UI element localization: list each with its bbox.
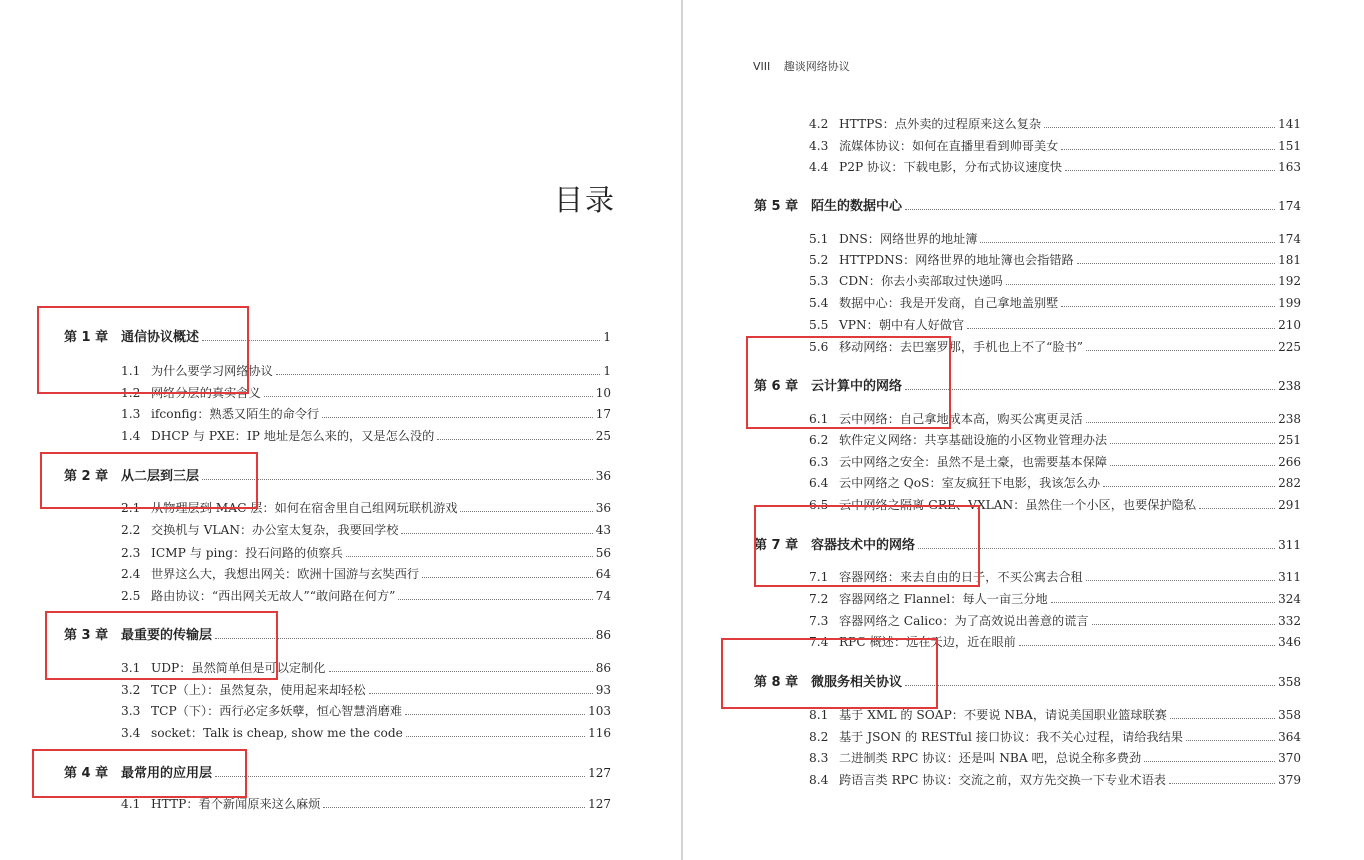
section-number: 3.3 — [121, 704, 141, 718]
chapter-title: 微服务相关协议 — [811, 675, 903, 690]
section-number: 5.2 — [809, 253, 829, 267]
chapter-title: 通信协议概述 — [121, 330, 200, 345]
section-number: 1.3 — [121, 407, 141, 421]
page-number: 324 — [1278, 592, 1301, 606]
section-number: 1.2 — [121, 386, 141, 400]
dot-leader — [202, 340, 600, 341]
page-number: 127 — [588, 766, 611, 780]
page-number: 1 — [603, 364, 611, 378]
chapter-number: 第 4 章 — [64, 766, 109, 781]
dot-leader — [406, 736, 585, 737]
section-number: 6.1 — [809, 412, 829, 426]
dot-leader — [1086, 580, 1275, 581]
section-title: TCP（上）：虽然复杂，使用起来却轻松 — [151, 683, 366, 697]
section-title: 流媒体协议：如何在直播里看到帅哥美女 — [839, 139, 1059, 153]
section-title: 路由协议：“西出网关无故人”“敢问路在何方” — [151, 589, 396, 603]
dot-leader — [905, 389, 1275, 390]
dot-leader — [1061, 149, 1275, 150]
section-number: 8.4 — [809, 773, 829, 787]
dot-leader — [1169, 783, 1275, 784]
highlight-box-chapter-7 — [754, 505, 980, 587]
chapter-title: 容器技术中的网络 — [811, 538, 916, 553]
toc-entry-section — [809, 728, 1301, 745]
left-page — [0, 0, 681, 860]
page-number: 127 — [588, 797, 611, 811]
dot-leader — [1144, 761, 1275, 762]
page-number: 141 — [1278, 117, 1301, 131]
section-title: 数据中心：我是开发商，自己拿地盖别墅 — [839, 296, 1059, 310]
page-number: 266 — [1278, 455, 1301, 469]
page-number: 210 — [1278, 318, 1301, 332]
section-title: DNS：网络世界的地址簿 — [839, 232, 978, 246]
page-number: 251 — [1278, 433, 1301, 447]
toc-entry-section — [809, 474, 1301, 491]
page-number: 93 — [595, 683, 611, 697]
dot-leader — [1061, 306, 1275, 307]
page-number: 311 — [1278, 570, 1301, 584]
dot-leader — [264, 396, 593, 397]
section-number: 1.4 — [121, 429, 141, 443]
section-title: VPN：朝中有人好做官 — [839, 318, 965, 332]
page-number: 56 — [595, 546, 611, 560]
page-number: 25 — [595, 429, 611, 443]
section-number: 3.4 — [121, 726, 141, 740]
toc-entry-section — [809, 431, 1301, 448]
dot-leader — [1199, 508, 1275, 509]
section-title: HTTP：看个新闻原来这么麻烦 — [151, 797, 321, 811]
chapter-number: 第 2 章 — [64, 469, 109, 484]
dot-leader — [276, 374, 600, 375]
dot-leader — [1077, 263, 1275, 264]
section-title: 基于 XML 的 SOAP：不要说 NBA，请说美国职业篮球联赛 — [839, 708, 1167, 722]
section-number: 5.5 — [809, 318, 829, 332]
section-number: 2.3 — [121, 546, 141, 560]
chapter-number: 第 5 章 — [754, 199, 799, 214]
section-title: 世界这么大，我想出网关：欧洲十国游与玄奘西行 — [151, 567, 420, 581]
dot-leader — [369, 693, 593, 694]
section-title: 交换机与 VLAN：办公室太复杂，我要回学校 — [151, 523, 399, 537]
section-number: 7.2 — [809, 592, 829, 606]
section-title: 网络分层的真实含义 — [151, 386, 261, 400]
section-title: 软件定义网络：共享基础设施的小区物业管理办法 — [839, 433, 1108, 447]
section-title: 从物理层到 MAC 层：如何在宿舍里自己组网玩联机游戏 — [151, 501, 458, 515]
highlight-box-chapter-1 — [37, 306, 249, 394]
section-number: 5.3 — [809, 274, 829, 288]
section-title: CDN：你去小卖部取过快递吗 — [839, 274, 1003, 288]
toc-entry-section — [121, 427, 611, 444]
page-number: 346 — [1278, 635, 1301, 649]
page-number: 199 — [1278, 296, 1301, 310]
section-number: 8.3 — [809, 751, 829, 765]
page-number: 86 — [595, 661, 611, 675]
section-title: UDP：虽然简单但是可以定制化 — [151, 661, 326, 675]
section-number: 6.3 — [809, 455, 829, 469]
chapter-number: 第 8 章 — [754, 675, 799, 690]
section-number: 4.1 — [121, 797, 141, 811]
section-number: 6.5 — [809, 498, 829, 512]
dot-leader — [1110, 465, 1275, 466]
chapter-title: 陌生的数据中心 — [811, 199, 903, 214]
section-number: 6.2 — [809, 433, 829, 447]
page-number: 1 — [603, 330, 611, 344]
section-number: 7.3 — [809, 614, 829, 628]
toc-title: 目录 — [554, 183, 617, 217]
section-number: 2.2 — [121, 523, 141, 537]
dot-leader — [215, 776, 585, 777]
section-title: 容器网络之 Flannel：每人一亩三分地 — [839, 592, 1048, 606]
dot-leader — [202, 479, 593, 480]
section-title: 基于 JSON 的 RESTful 接口协议：我不关心过程，请给我结果 — [839, 730, 1183, 744]
running-head-page-number: VIII — [753, 60, 771, 73]
page-number: 192 — [1278, 274, 1301, 288]
section-title: ifconfig：熟悉又陌生的命令行 — [151, 407, 320, 421]
dot-leader — [1110, 443, 1275, 444]
section-number: 7.4 — [809, 635, 829, 649]
highlight-box-chapter-4 — [32, 749, 247, 798]
dot-leader — [1065, 170, 1275, 171]
page-number: 163 — [1278, 160, 1301, 174]
page-number: 282 — [1278, 476, 1301, 490]
section-title: TCP（下）：西行必定多妖孽，恒心智慧消磨难 — [151, 704, 403, 718]
section-title: 云中网络之隔离 GRE、VXLAN：虽然住一个小区，也要保护隐私 — [839, 498, 1197, 512]
section-number: 1.1 — [121, 364, 141, 378]
toc-entry-section — [809, 453, 1301, 470]
section-title: 二进制类 RPC 协议：还是叫 NBA 吧，总说全称多费劲 — [839, 751, 1142, 765]
page-number: 291 — [1278, 498, 1301, 512]
toc-entry-section — [809, 612, 1301, 629]
page-number: 332 — [1278, 614, 1301, 628]
section-number: 2.4 — [121, 567, 141, 581]
toc-entry-section — [121, 544, 611, 561]
dot-leader — [322, 417, 592, 418]
section-number: 5.6 — [809, 340, 829, 354]
dot-leader — [967, 328, 1275, 329]
page-number: 10 — [595, 386, 611, 400]
page-number: 43 — [595, 523, 611, 537]
toc-entry-section — [809, 115, 1301, 132]
page-number: 370 — [1278, 751, 1301, 765]
dot-leader — [329, 671, 593, 672]
page-number: 103 — [588, 704, 611, 718]
toc-entry-section — [809, 251, 1301, 268]
page-number: 238 — [1278, 412, 1301, 426]
toc-entry-section — [809, 316, 1301, 333]
section-title: 容器网络之 Calico：为了高效说出善意的谎言 — [839, 614, 1089, 628]
section-number: 4.4 — [809, 160, 829, 174]
section-number: 4.2 — [809, 117, 829, 131]
chapter-number: 第 6 章 — [754, 379, 799, 394]
dot-leader — [405, 714, 585, 715]
toc-entry-section — [121, 521, 611, 538]
dot-leader — [1086, 422, 1275, 423]
page-number: 86 — [595, 628, 611, 642]
page-number: 17 — [595, 407, 611, 421]
dot-leader — [460, 511, 592, 512]
chapter-title: 最重要的传输层 — [121, 628, 213, 643]
page-number: 364 — [1278, 730, 1301, 744]
page-number: 36 — [595, 469, 611, 483]
chapter-number: 第 1 章 — [64, 330, 109, 345]
toc-entry-section — [121, 405, 611, 422]
page-number: 225 — [1278, 340, 1301, 354]
section-number: 4.3 — [809, 139, 829, 153]
section-title: ICMP 与 ping：投石问路的侦察兵 — [151, 546, 343, 560]
highlight-box-chapter-6 — [746, 336, 951, 429]
page-number: 358 — [1278, 675, 1301, 689]
page-number: 379 — [1278, 773, 1301, 787]
toc-entry-section — [809, 771, 1301, 788]
highlight-box-chapter-3 — [45, 611, 278, 680]
dot-leader — [323, 807, 585, 808]
toc-entry-section — [809, 158, 1301, 175]
toc-entry-section — [809, 749, 1301, 766]
page-number: 181 — [1278, 253, 1301, 267]
toc-entry-chapter — [754, 195, 1301, 214]
section-number: 5.4 — [809, 296, 829, 310]
dot-leader — [437, 439, 592, 440]
chapter-number: 第 3 章 — [64, 628, 109, 643]
section-number: 2.5 — [121, 589, 141, 603]
chapter-title: 云计算中的网络 — [811, 379, 903, 394]
section-title: HTTPS：点外卖的过程原来这么复杂 — [839, 117, 1042, 131]
toc-entry-section — [809, 294, 1301, 311]
section-title: RPC 概述：远在天边，近在眼前 — [839, 635, 1016, 649]
section-number: 3.2 — [121, 683, 141, 697]
section-number: 3.1 — [121, 661, 141, 675]
dot-leader — [1006, 284, 1275, 285]
dot-leader — [398, 599, 592, 600]
running-head — [753, 58, 850, 74]
page-number: 238 — [1278, 379, 1301, 393]
dot-leader — [346, 556, 593, 557]
section-number: 8.1 — [809, 708, 829, 722]
page-number: 74 — [595, 589, 611, 603]
page-number: 174 — [1278, 199, 1301, 213]
toc-entry-section — [809, 230, 1301, 247]
section-title: 云中网络：自己拿地成本高，购买公寓更灵活 — [839, 412, 1083, 426]
page-number: 358 — [1278, 708, 1301, 722]
section-number: 2.1 — [121, 501, 141, 515]
dot-leader — [905, 209, 1275, 210]
section-title: 容器网络：来去自由的日子，不买公寓去合租 — [839, 570, 1083, 584]
page-number: 116 — [588, 726, 611, 740]
dot-leader — [1103, 486, 1275, 487]
chapter-number: 第 7 章 — [754, 538, 799, 553]
chapter-title: 最常用的应用层 — [121, 766, 213, 781]
dot-leader — [401, 533, 592, 534]
section-title: 移动网络：去巴塞罗那，手机也上不了“脸书” — [839, 340, 1084, 354]
dot-leader — [1019, 645, 1275, 646]
toc-entry-section — [121, 587, 611, 604]
highlight-box-chapter-2 — [40, 452, 258, 509]
section-title: DHCP 与 PXE：IP 地址是怎么来的，又是怎么没的 — [151, 429, 435, 443]
section-number: 6.4 — [809, 476, 829, 490]
section-title: 云中网络之 QoS：室友疯狂下电影，我该怎么办 — [839, 476, 1101, 490]
toc-entry-section — [121, 681, 611, 698]
page-number: 36 — [595, 501, 611, 515]
dot-leader — [980, 242, 1275, 243]
dot-leader — [422, 577, 593, 578]
section-title: 云中网络之安全：虽然不是土豪，也需要基本保障 — [839, 455, 1108, 469]
dot-leader — [1092, 624, 1275, 625]
toc-entry-section — [809, 137, 1301, 154]
section-title: 跨语言类 RPC 协议：交流之前，双方先交换一下专业术语表 — [839, 773, 1166, 787]
dot-leader — [905, 685, 1275, 686]
toc-entry-section — [121, 565, 611, 582]
page-number: 174 — [1278, 232, 1301, 246]
toc-entry-section — [121, 702, 611, 719]
section-number: 8.2 — [809, 730, 829, 744]
toc-entry-section — [121, 724, 611, 741]
section-number: 5.1 — [809, 232, 829, 246]
toc-entry-section — [809, 272, 1301, 289]
page-number: 64 — [595, 567, 611, 581]
dot-leader — [1186, 740, 1275, 741]
dot-leader — [1170, 718, 1275, 719]
chapter-title: 从二层到三层 — [121, 469, 200, 484]
dot-leader — [1044, 127, 1275, 128]
right-page — [683, 0, 1364, 860]
highlight-box-chapter-8 — [721, 638, 938, 709]
page-number: 311 — [1278, 538, 1301, 552]
page-number: 151 — [1278, 139, 1301, 153]
running-head-book-title: 趣谈网络协议 — [783, 60, 850, 73]
section-number: 7.1 — [809, 570, 829, 584]
section-title: P2P 协议：下载电影，分布式协议速度快 — [839, 160, 1063, 174]
section-title: HTTPDNS：网络世界的地址簿也会指错路 — [839, 253, 1074, 267]
section-title: socket：Talk is cheap, show me the code — [151, 726, 403, 740]
dot-leader — [1051, 602, 1275, 603]
section-title: 为什么要学习网络协议 — [151, 364, 273, 378]
toc-entry-section — [809, 590, 1301, 607]
dot-leader — [1086, 350, 1275, 351]
